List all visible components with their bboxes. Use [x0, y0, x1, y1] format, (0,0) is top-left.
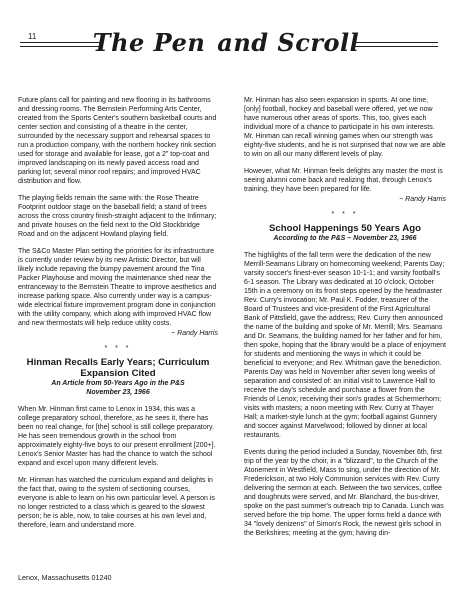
- paragraph: Events during the period included a Sunday, November 6th, first trip of the year by the choir, in a "blizzard", to the Church of the Atonement in Westfield, Mass to sing, under the direction of Mr. Frederickson, at two Holy Communion services with Rev. Curry delivering the sermon at each. Between the two services, coffee and doughnuts were served, and Mr. Blanchard, the bus-driver, spoke on the past summer's outreach trip to Canada. Lunch was served before the trip home. The upper forms held a dance with 34 "lovely denizens" of Simon's Rock, the newest girls school in the Berkshires; meeting at the gym; having din-: [244, 449, 444, 537]
- title-right: and Scroll: [217, 27, 360, 57]
- article-headline: Hinman Recalls Early Years; Curriculum Expansion Cited: [26, 357, 210, 379]
- paragraph: The playing fields remain the same with: the Rose Theatre Footprint outdoor stage on the baseball field; a stand of trees across the cross country finish-straight adjacent to the Infirmary; and private houses on the field next to the Old Stockbridge Road and on the adjacent Howland playing field.: [18, 195, 217, 238]
- header-rule: [20, 46, 100, 47]
- page-number: 11: [28, 32, 37, 41]
- section-divider: * * *: [104, 345, 132, 352]
- author-signature: ~ Randy Harris: [171, 330, 218, 337]
- section-divider: * * *: [331, 211, 359, 218]
- paragraph: However, what Mr. Hinman feels delights any master the most is seeing alumni come back and realizing that, through Lenox's training, they have been prepared for life.: [244, 168, 443, 193]
- footer-location: Lenox, Massachusetts 01240: [18, 573, 112, 582]
- article-subhead: An Article from 50-Years Ago in the P&S: [51, 380, 185, 387]
- masthead-header: [20, 27, 438, 70]
- article-subhead: According to the P&S – November 23, 1966: [273, 235, 417, 242]
- paragraph: When Mr. Hinman first came to Lenox in 1934, this was a college preparatory school, therefore, as he sees it, there has been no real change, for [the] school is still college preparatory. He has seen tremendous growth in the school from approximately eighty-five boys to our present enrollment [200+]. Lenox's Senior Master has had the chance to watch the school expand and excel upon many different levels.: [18, 406, 216, 467]
- header-rule: [352, 42, 438, 43]
- paragraph: Mr. Hinman has also seen expansion in sports. At one time, [only] football, hockey and baseball were offered, yet we now have numerous other areas of sports. This, too, gives each individual more of a chance to participate in his own interests. Mr. Hinman can recall winning games when our strength was eighty-five students, and he is not surprised that now we are able to win on all our many different levels of play.: [244, 97, 446, 158]
- header-rule: [20, 42, 100, 43]
- paragraph: Future plans call for painting and new flooring in its bathrooms and dressing rooms. The Bernstein Performing Arts Center, created from the Sports Center's southern basketball courts and center section and consisting of a theatre in the center, surrounded by the necessary support and rehearsal spaces to run a production company, with the northern hockey rink section used for storage and available for lease, got a 2" top-coat and improved landscaping on its newly paved access road and parking lot; several minor roof repairs; and improved HVAC distribution and flow.: [18, 97, 217, 185]
- paragraph: Mr. Hinman has watched the curriculum expand and delights in the fact that, owing to the system of sectioning courses, everyone is able to learn on his own particular level. A person is no longer restricted to a class which is geared to the slowest person; he is able, now, to take courses at his own level and, therefore, learn and understand more.: [18, 477, 215, 529]
- title-left: The Pen: [92, 27, 206, 57]
- right-column: [244, 96, 446, 546]
- author-signature: ~ Randy Harris: [399, 196, 446, 203]
- article-headline: School Happenings 50 Years Ago: [269, 223, 421, 234]
- article-date: November 23, 1966: [86, 389, 150, 396]
- left-column: [18, 96, 218, 538]
- paragraph: The highlights of the fall term were the dedication of the new Merrill-Seamans Library on homecoming weekend; Parents Day; varsity soccer's finest-ever season 10-1-1; and varsity football's 6-1 season. The Library was dedicated at 10 o'clock, October 15th in a ceremony on its front steps opened by the headmaster Rev. Curry's invocation; Mr. Paul K. Fodder, treasurer of the Board of Trustees and vice-president of the First Agricultural Bank of Pittsfield, gave the address; Rev. Curry then announced the name of the building and spoke of Mr. Merrill; Mrs. Seamans and Dr. Seamans, the building named for her father and for him, then spoke, hoping that the library would be a place of enjoyment for students and mentioning the ways in which it could be beneficial to everyone; and Rev. Whitman gave the benediction. Parents Day was held in November after seven long weeks of separation and consisted of: an initial visit to Lawrence Hall to receive the day's schedule and purchase a flower from the Friends of Lenox; receiving their son's grades at Schermerhorn; visits with masters; a noon meeting with Rev. Curry at Thayer Hall; a market-style lunch at the gym; football against Gunnery and soccer against Marvelwood; followed by dinner at local restaurants.: [244, 252, 446, 439]
- paragraph: The S&Co Master Plan setting the priorities for its infrastructure is currently under review by its new Artistic Director, but will likely include repaving the bumpy pavement around the Tina Packer Playhouse and moving the maintenance shed near the entranceway to the Bernstein Theatre to improve aesthetics and increase parking space. Also currently under way is a campus-wide electrical fixture improvement program done in conjunction with the utility company, which along with improved HVAC flow and new thermostats will help reduce utility costs.: [18, 248, 217, 327]
- header-rule: [352, 46, 438, 47]
- newspaper-title: [92, 24, 360, 60]
